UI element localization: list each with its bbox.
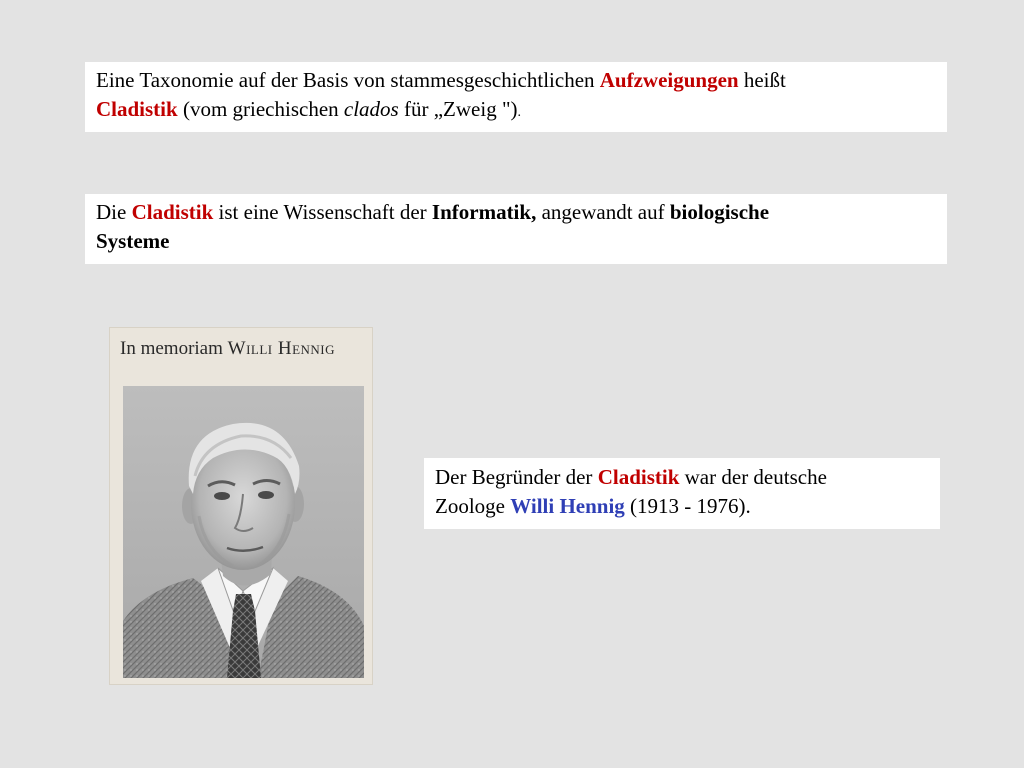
term-cladistik: Cladistik	[96, 97, 178, 121]
photo-caption	[120, 338, 366, 360]
memorial-photo	[109, 327, 373, 685]
text-segment: heißt	[738, 68, 786, 92]
text-segment: ist eine Wissenschaft der	[213, 200, 432, 224]
text-segment: Der Begründer der	[435, 465, 598, 489]
founder-text-box	[424, 458, 940, 529]
text-segment: war der deutsche	[679, 465, 827, 489]
term-cladistik: Cladistik	[131, 200, 214, 224]
informatics-text-box	[85, 194, 947, 264]
caption-name: Willi Hennig	[227, 338, 336, 359]
text-segment: (vom griechischen	[177, 97, 344, 121]
term-aufzweigungen: Aufzweigungen	[599, 68, 739, 92]
text-segment: Eine Taxonomie auf der Basis von stammesgeschichtlichen	[96, 68, 600, 92]
term-systeme: Systeme	[96, 229, 170, 253]
term-informatik: Informatik,	[431, 200, 537, 224]
caption-prefix: In memoriam	[120, 338, 228, 359]
term-clados: clados	[343, 97, 399, 121]
text-segment: für „Zweig ")	[398, 97, 518, 121]
text-segment: angewandt auf	[536, 200, 670, 224]
text-segment: Die	[96, 200, 132, 224]
text-segment: Zoologe	[435, 494, 511, 518]
text-period: .	[517, 105, 522, 120]
text-segment: (1913 - 1976).	[624, 494, 751, 518]
definition-text-box	[85, 62, 947, 132]
term-biologische: biologische	[669, 200, 770, 224]
term-cladistik: Cladistik	[597, 465, 680, 489]
portrait-image	[123, 386, 364, 678]
name-willi-hennig: Willi Hennig	[510, 494, 625, 518]
